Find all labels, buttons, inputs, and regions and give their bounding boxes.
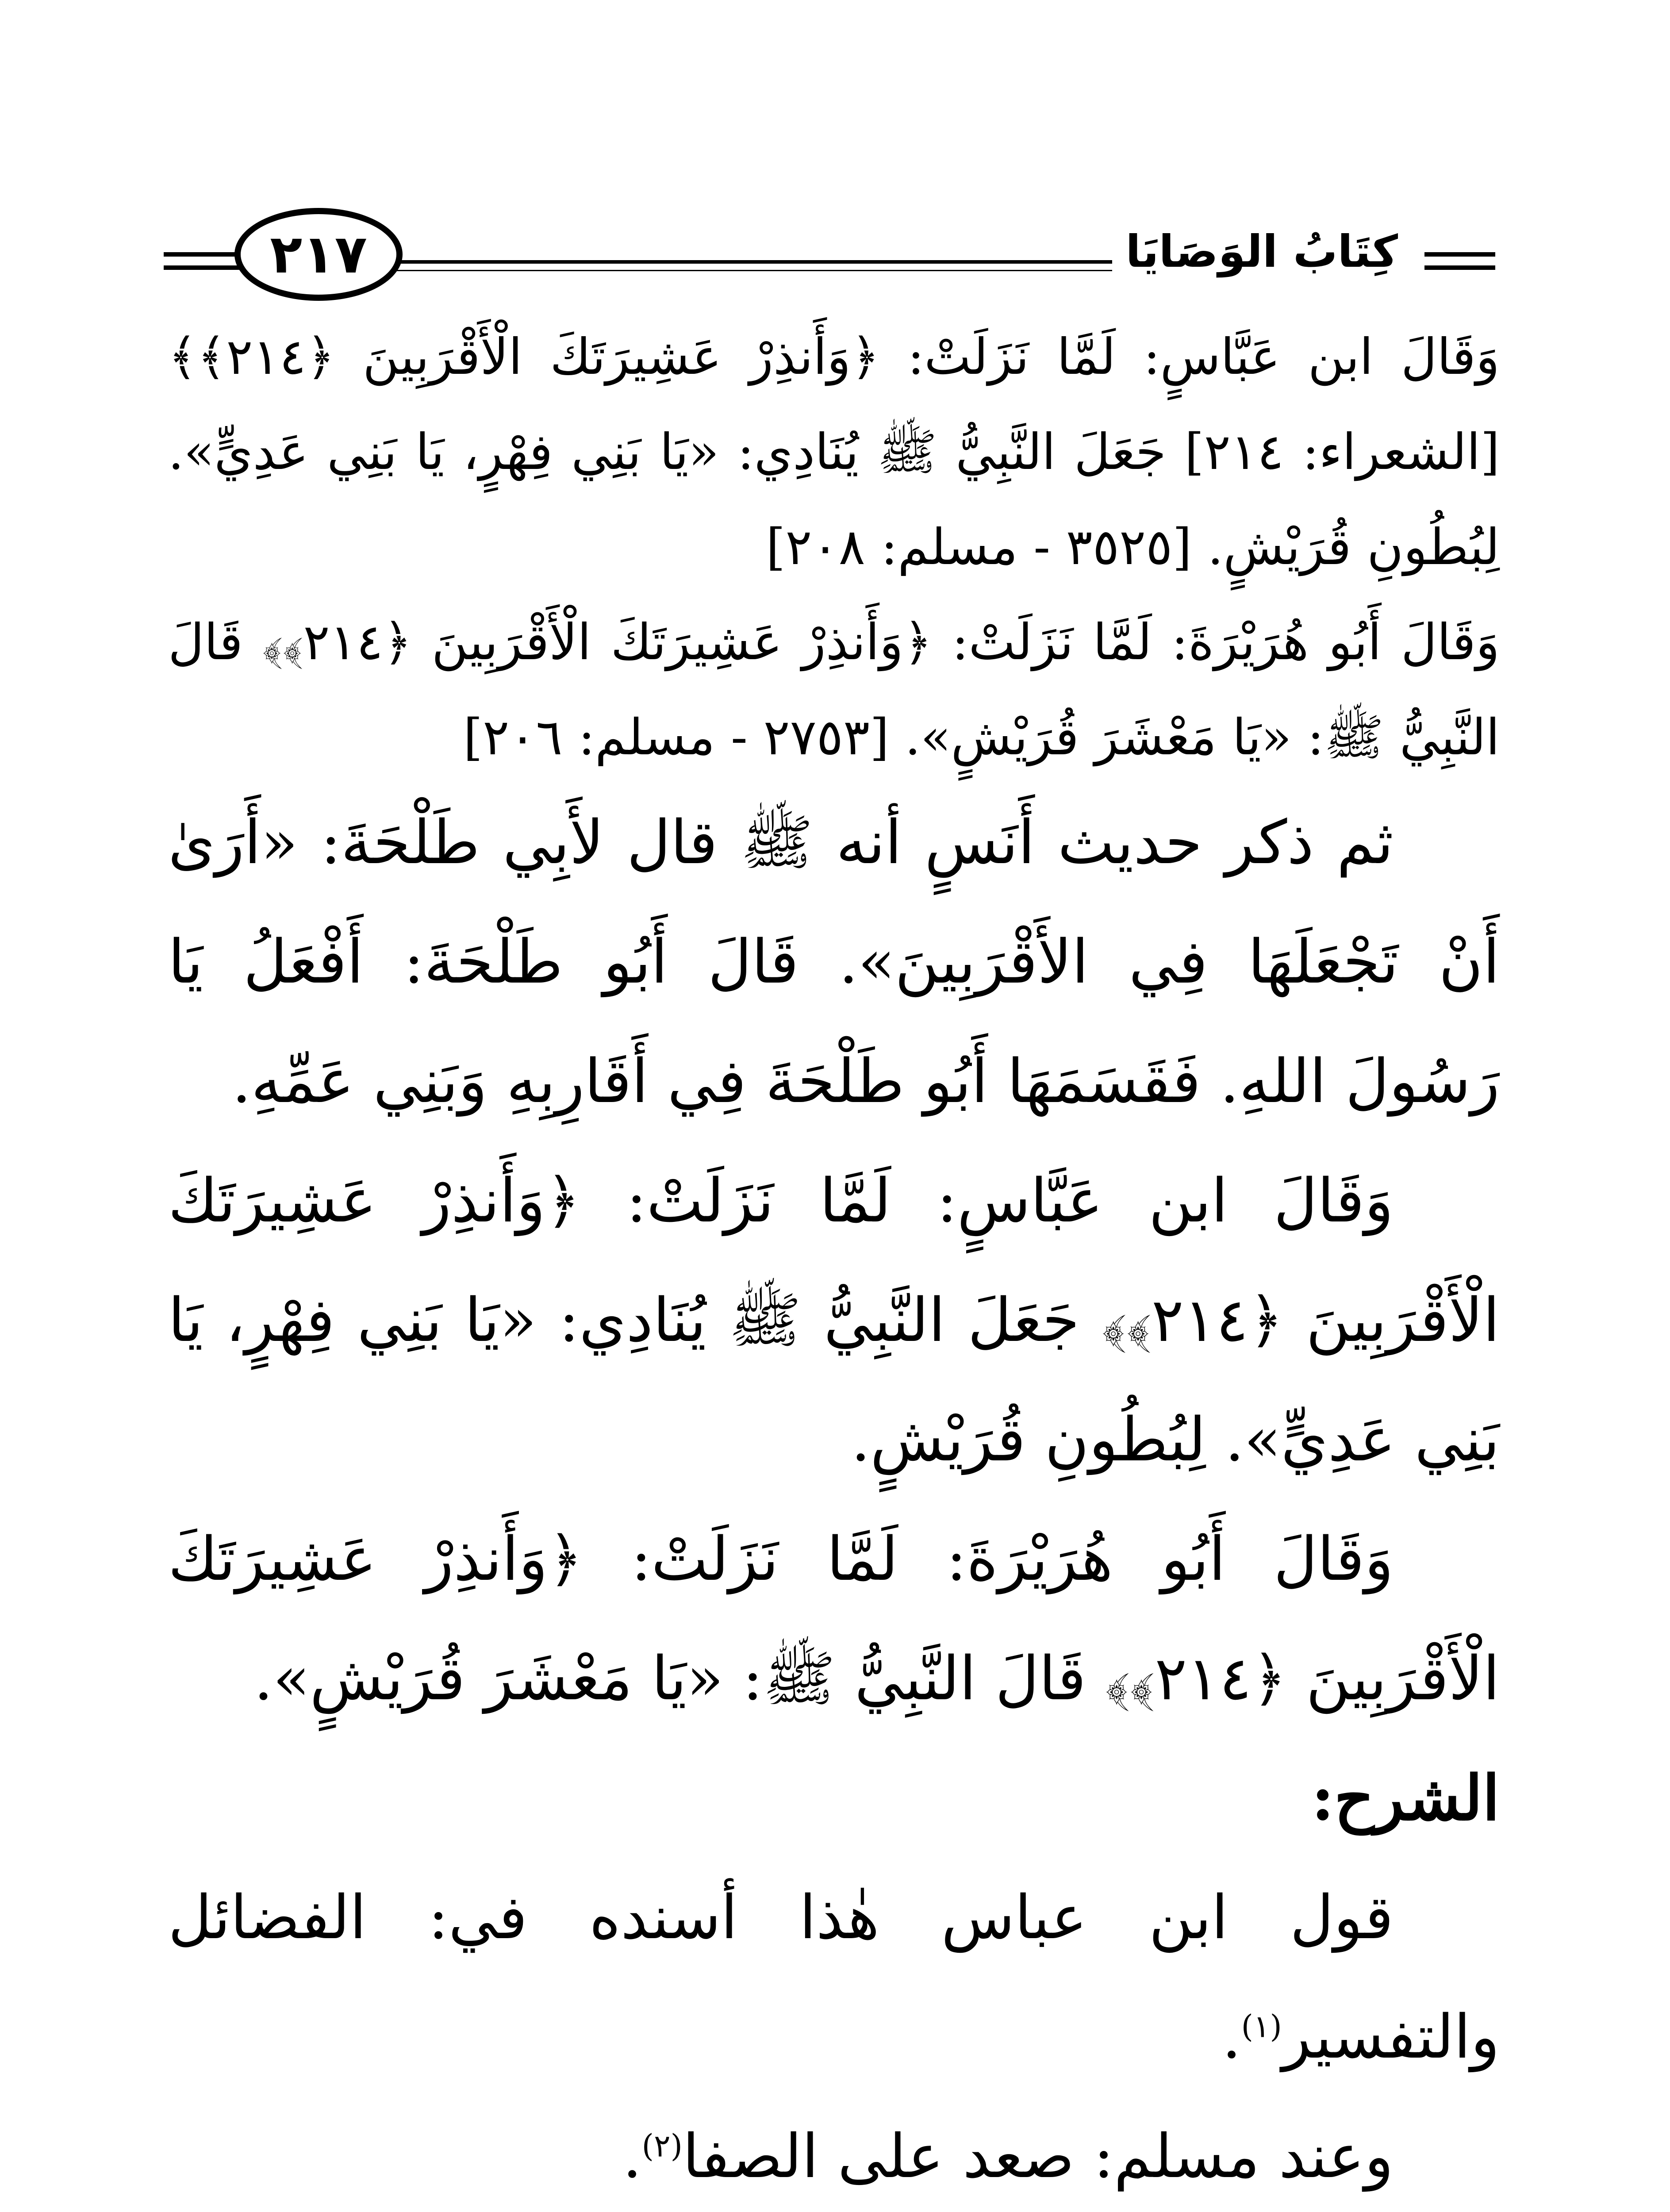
header-rule <box>1424 265 1495 270</box>
footnote-ref[interactable]: (١) <box>1241 2008 1282 2045</box>
book-title: كِتَابُ الوَصَايَا <box>1112 226 1411 277</box>
page-number: ٢١٧ <box>234 208 403 301</box>
header-rule <box>1424 252 1495 257</box>
footnote-ref[interactable]: (٢) <box>641 2128 683 2164</box>
main-paragraph: وَقَالَ أَبُو هُرَيْرَةَ: لَمَّا نَزَلَتْ: ﴿وَأَنذِرْ عَشِيرَتَكَ الْأَقْرَبِينَ ﴿٢١٤﴾﴾ قَالَ النَّبِيُّ ﷺ: «يَا مَعْشَرَ قُرَيْشٍ». <box>168 1525 1500 1714</box>
main-paragraph: ثم ذكر حديث أَنَسٍ أنه ﷺ قال لأَبِي طَلْحَةَ: «أَرَىٰ أَنْ تَجْعَلَهَا فِي الأَقْرَبِينَ». قَالَ أَبُو طَلْحَةَ: أَفْعَلُ يَا رَسُولَ اللهِ. فَقَسَمَهَا أَبُو طَلْحَةَ فِي أَقَارِبِهِ وَبَنِي عَمِّهِ. <box>168 808 1500 1117</box>
sharh-text: وعند مسلم: صعد على الصفا <box>682 2122 1394 2192</box>
quote-paragraph: وَقَالَ أَبُو هُرَيْرَةَ: لَمَّا نَزَلَتْ: ﴿وَأَنذِرْ عَشِيرَتَكَ الْأَقْرَبِينَ ﴿٢١٤﴾﴾ قَالَ النَّبِيُّ ﷺ: «يَا مَعْشَرَ قُرَيْشٍ». [٢٧٥٣ - مسلم: ٢٠٦] <box>168 614 1500 766</box>
sharh-paragraph <box>168 1858 1500 2097</box>
page-header <box>164 208 1495 301</box>
main-paragraph: وَقَالَ ابن عَبَّاسٍ: لَمَّا نَزَلَتْ: ﴿وَأَنذِرْ عَشِيرَتَكَ الْأَقْرَبِينَ ﴿٢١٤﴾﴾ جَعَلَ النَّبِيُّ ﷺ يُنَادِي: «يَا بَنِي فِهْرٍ، يَا بَنِي عَدِيٍّ». لِبُطُونِ قُرَيْشٍ. <box>168 1166 1500 1475</box>
quote-block <box>168 310 1500 785</box>
sharh-paragraph <box>168 2097 1500 2212</box>
sharh-punct: . <box>622 2122 642 2192</box>
main-text <box>168 783 1500 2212</box>
quote-paragraph: وَقَالَ ابن عَبَّاسٍ: لَمَّا نَزَلَتْ: ﴿وَأَنذِرْ عَشِيرَتَكَ الْأَقْرَبِينَ ﴿٢١٤﴾﴾ [الشعراء: ٢١٤] جَعَلَ النَّبِيُّ ﷺ يُنَادِي: «يَا بَنِي فِهْرٍ، يَا بَنِي عَدِيٍّ». لِبُطُونِ قُرَيْشٍ. [٣٥٢٥ - مسلم: ٢٠٨] <box>168 328 1500 576</box>
sharh-text: قول ابن عباس هٰذا أسنده في: الفضائل والتفسير <box>168 1883 1500 2072</box>
sharh-punct: . <box>1222 2002 1241 2072</box>
sharh-heading: الشرح: <box>1311 1762 1500 1835</box>
